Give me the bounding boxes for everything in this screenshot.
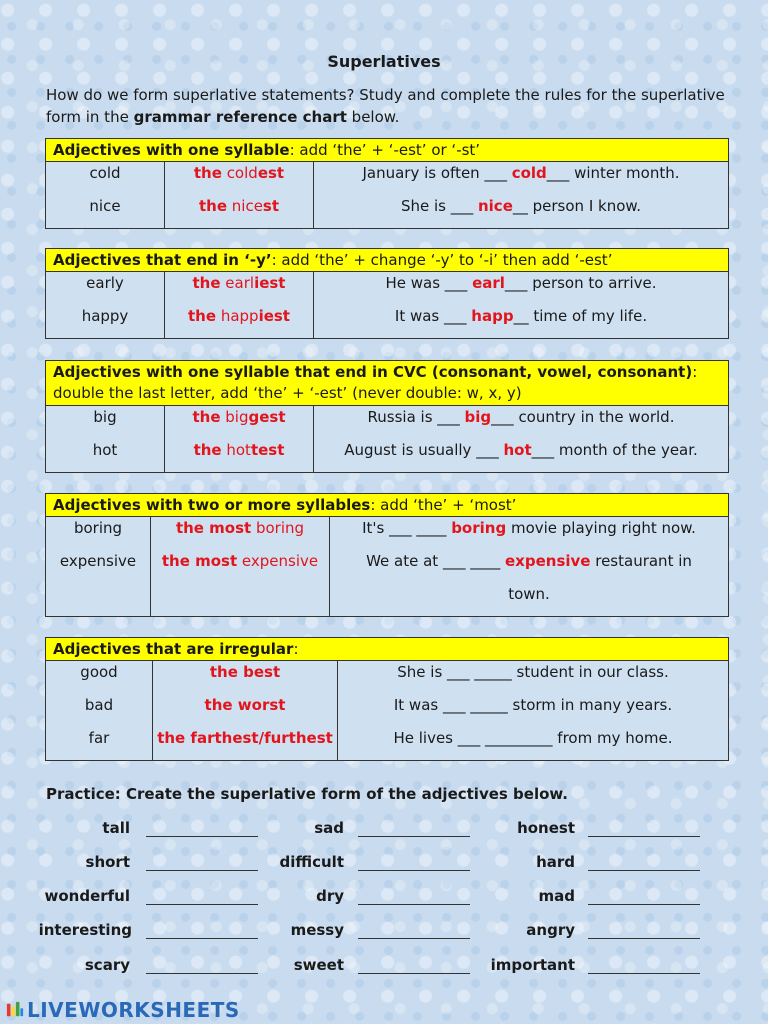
sentence-column: Russia is ___ big___ country in the world. August is usually ___ hot___ month of the year.: [314, 406, 729, 473]
answer-line[interactable]: [146, 870, 258, 871]
answer-line[interactable]: [146, 904, 258, 905]
practice-title: Practice: Create the superlative form of the adjectives below.: [46, 785, 569, 803]
answer-line[interactable]: [588, 973, 700, 974]
section-header: Adjectives with one syllable: add ‘the’ + ‘-est’ or ‘-st’: [46, 139, 729, 162]
practice-word: scary: [84, 956, 130, 974]
word: nice: [89, 197, 121, 215]
intro-part2: below.: [346, 108, 400, 126]
intro-part1: How do we form superlative statements? Study and complete the rules for the superlative form in the: [46, 86, 725, 126]
form-column: the most boring the most expensive: [151, 517, 330, 617]
page-title: Superlatives: [327, 52, 441, 71]
section-header: Adjectives with two or more syllables: add ‘the’ + ‘most’: [46, 494, 729, 517]
word: big: [93, 408, 117, 426]
answer-line[interactable]: [358, 836, 470, 837]
practice-word: difficult: [279, 853, 344, 871]
answer-line[interactable]: [358, 904, 470, 905]
practice-word: dry: [316, 887, 344, 905]
section-header: Adjectives with one syllable that end in CVC (consonant, vowel, consonant): double the last letter, add ‘the’ + ‘-est’ (never double: w, x, y): [46, 361, 729, 406]
word: happy: [81, 307, 129, 325]
answer-line[interactable]: [588, 938, 700, 939]
practice-word: angry: [526, 921, 575, 939]
word: hot: [92, 441, 118, 459]
answer-line[interactable]: [146, 836, 258, 837]
answer-line[interactable]: [146, 938, 258, 939]
practice-word: wonderful: [44, 887, 130, 905]
sentence-column: It's ___ ____ boring movie playing right now. We ate at ___ ____ expensive restaurant in town.: [330, 517, 729, 617]
practice-word: mad: [538, 887, 575, 905]
continuation-text: town.: [508, 585, 550, 603]
word: cold: [89, 164, 121, 182]
answer-line[interactable]: [358, 938, 470, 939]
practice-word: sweet: [293, 956, 344, 974]
word: far: [88, 729, 110, 747]
answer-line[interactable]: [358, 973, 470, 974]
form-column: the best the worst the farthest/furthest: [153, 661, 338, 761]
word: boring: [73, 519, 123, 537]
sentence-column: January is often ___ cold___ winter month. She is ___ nice__ person I know.: [314, 162, 729, 229]
logo-text: LIVEWORKSHEETS: [27, 998, 240, 1022]
sentence-column: She is ___ _____ student in our class. It was ___ _____ storm in many years. He lives ___ _________ from my home.: [338, 661, 729, 761]
practice-word: tall: [102, 819, 130, 837]
sentence-column: He was ___ earl___ person to arrive. It was ___ happ__ time of my life.: [314, 272, 729, 339]
word: good: [80, 663, 118, 681]
form-column: the earliest the happiest: [165, 272, 314, 339]
practice-word: important: [490, 956, 575, 974]
answer-line[interactable]: [358, 870, 470, 871]
practice-word: hard: [536, 853, 575, 871]
section-header: Adjectives that end in ‘-y’: add ‘the’ + change ‘-y’ to ‘-i’ then add ‘-est’: [46, 249, 729, 272]
practice-word: messy: [290, 921, 344, 939]
logo-icon: [6, 1001, 24, 1019]
practice-word: interesting: [38, 921, 132, 939]
intro-bold: grammar reference chart: [133, 108, 347, 126]
practice-word: short: [85, 853, 130, 871]
form-column: the biggest the hottest: [165, 406, 314, 473]
practice-word: sad: [314, 819, 344, 837]
practice-word: honest: [517, 819, 575, 837]
word: early: [86, 274, 124, 292]
section-header: Adjectives that are irregular:: [46, 638, 729, 661]
liveworksheets-logo[interactable]: [6, 998, 240, 1022]
word: expensive: [59, 552, 137, 570]
word: bad: [84, 696, 114, 714]
form-column: the coldest the nicest: [165, 162, 314, 229]
answer-line[interactable]: [588, 836, 700, 837]
answer-line[interactable]: [588, 904, 700, 905]
answer-line[interactable]: [146, 973, 258, 974]
answer-line[interactable]: [588, 870, 700, 871]
